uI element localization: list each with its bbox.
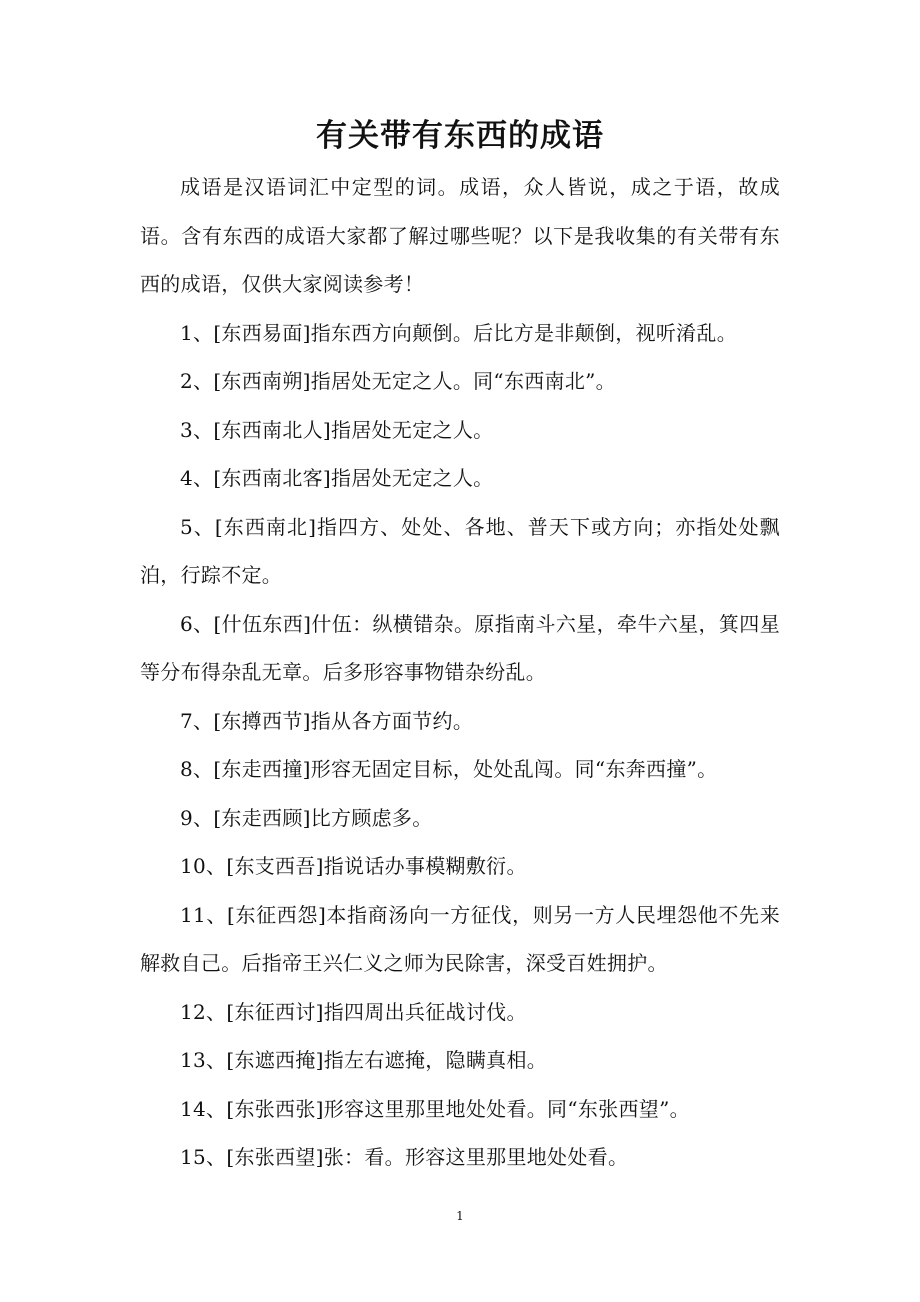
intro-paragraph: 成语是汉语词汇中定型的词。成语，众人皆说，成之于语，故成语。含有东西的成语大家都了解过哪些呢？以下是我收集的有关带有东西的成语，仅供大家阅读参考！	[140, 175, 780, 296]
page-number: 1	[456, 1209, 464, 1223]
document-body	[140, 163, 780, 1182]
idiom-item: 7、[东撙西节]指从各方面节约。	[180, 708, 474, 733]
idiom-item: 11、[东征西怨]本指商汤向一方征伐，则另一方人民埋怨他不先来解救自己。后指帝王兴仁义之师为民除害，深受百姓拥护。	[140, 902, 780, 975]
idiom-item: 10、[东支西吾]指说话办事模糊敷衍。	[180, 854, 527, 878]
idiom-item: 12、[东征西讨]指四周出兵征战讨伐。	[180, 999, 527, 1024]
idiom-item: 5、[东西南北]指四方、处处、各地、普天下或方向；亦指处处飘泊，行踪不定。	[140, 514, 780, 587]
idiom-item: 8、[东走西撞]形容无固定目标，处处乱闯。同“东奔西撞”。	[180, 757, 718, 781]
document-title: 有关带有东西的成语	[316, 118, 604, 154]
idiom-item: 1、[东西易面]指东西方向颠倒。后比方是非颠倒，视听淆乱。	[180, 320, 738, 345]
idiom-item: 4、[东西南北客]指居处无定之人。	[180, 466, 494, 490]
idiom-item: 3、[东西南北人]指居处无定之人。	[180, 417, 494, 442]
idiom-item: 2、[东西南朔]指居处无定之人。同“东西南北”。	[180, 369, 616, 393]
idiom-item: 14、[东张西张]形容这里那里地处处看。同“东张西望”。	[180, 1096, 690, 1121]
idiom-item: 6、[什伍东西]什伍：纵横错杂。原指南斗六星，牵牛六星，箕四星等分布得杂乱无章。后多形容事物错杂纷乱。	[140, 611, 780, 684]
idiom-item: 13、[东遮西掩]指左右遮掩，隐瞒真相。	[180, 1048, 548, 1072]
idiom-item: 15、[东张西望]张：看。形容这里那里地处处看。	[180, 1145, 629, 1169]
idiom-item: 9、[东走西顾]比方顾虑多。	[180, 805, 433, 830]
